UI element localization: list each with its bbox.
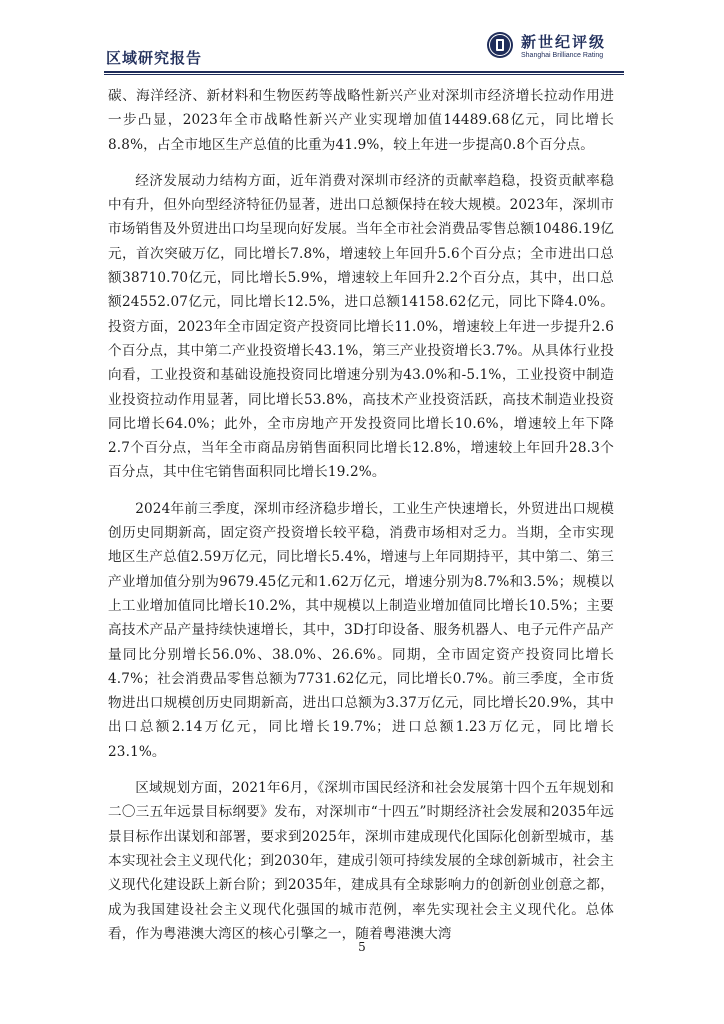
paragraph-regional-planning: 区域规划方面，2021年6月，《深圳市国民经济和社会发展第十四个五年规划和二〇三五年远景目标纲要》发布，对深圳市“十四五”时期经济社会发展和2035年远景目标作出谋划和部署，要求到2025年，深圳市建成现代化国际化创新型城市，基本实现社会主义现代化；到2030年，建成引领可持续发展的全球创新城市，社会主义现代化建设跃上新台阶；到2035年，建成具有全球影响力的创新创业创意之都，成为我国建设社会主义现代化强国的城市范例，率先实现社会主义现代化。总体看，作为粤港澳大湾区的核心引擎之一，随着粤港澳大湾 bbox=[108, 780, 614, 942]
logo-name: 新世纪评级 bbox=[521, 33, 607, 51]
rating-seal-icon bbox=[486, 31, 514, 59]
header-divider-thin bbox=[104, 74, 624, 75]
header-divider bbox=[104, 71, 624, 73]
brand-logo bbox=[486, 30, 626, 66]
paragraph-2024-q1-q3: 2024年前三季度，深圳市经济稳步增长，工业生产快速增长，外贸进出口规模创历史同期新高，固定资产投资增长较平稳，消费市场相对乏力。当期，全市实现地区生产总值2.59万亿元，同比增长5.4%，增速与上年同期持平，其中第二、第三产业增加值分别为9679.45亿元和1.62万亿元，增速分别为8.7%和3.5%；规模以上工业增加值同比增长10.2%，其中规模以上制造业增加值同比增长10.5%；主要高技术产品产量持续快速增长，其中，3D打印设备、服务机器人、电子元件产品产量同比分别增长56.0%、38.0%、26.6%。同期，全市固定资产投资同比增长4.7%；社会消费品零售总额为7731.62亿元，同比增长0.7%。前三季度，全市货物进出口规模创历史同期新高，进出口总额为3.37万亿元，同比增长20.9%，其中出口总额2.14万亿元，同比增长19.7%；进口总额1.23万亿元，同比增长23.1%。 bbox=[108, 500, 614, 760]
paragraph-strategic-industries: 碳、海洋经济、新材料和生物医药等战略性新兴产业对深圳市经济增长拉动作用进一步凸显，2023年全市战略性新兴产业实现增加值14489.68亿元，同比增长8.8%，占全市地区生产总值的比重为41.9%，较上年进一步提高0.8个百分点。 bbox=[108, 88, 614, 153]
body-content bbox=[108, 84, 614, 958]
page-number: 5 bbox=[358, 940, 366, 954]
logo-subtitle: Shanghai Brilliance Rating bbox=[521, 52, 604, 59]
paragraph-growth-drivers: 经济发展动力结构方面，近年消费对深圳市经济的贡献率趋稳，投资贡献率稳中有升，但外向型经济特征仍显著，进出口总额保持在较大规模。2023年，深圳市市场销售及外贸进出口均呈现向好发展。当年全市社会消费品零售总额10486.19亿元，首次突破万亿，同比增长7.8%，增速较上年回升5.6个百分点；全市进出口总额38710.70亿元，同比增长5.9%，增速较上年回升2.2个百分点，其中，出口总额24552.07亿元，同比增长12.5%，进口总额14158.62亿元，同比下降4.0%。投资方面，2023年全市固定资产投资同比增长11.0%，增速较上年进一步提升2.6个百分点，其中第二产业投资增长43.1%，第三产业投资增长3.7%。从具体行业投向看，工业投资和基础设施投资同比增速分别为43.0%和-5.1%，工业投资中制造业投资拉动作用显著，同比增长53.8%，高技术产业投资活跃，高技术制造业投资同比增长64.0%；此外，全市房地产开发投资同比增长10.6%，增速较上年下降2.7个百分点，当年全市商品房销售面积同比增长12.8%，增速较上年回升28.3个百分点，其中住宅销售面积同比增长19.2%。 bbox=[108, 172, 614, 481]
report-title: 区域研究报告 bbox=[106, 49, 203, 67]
